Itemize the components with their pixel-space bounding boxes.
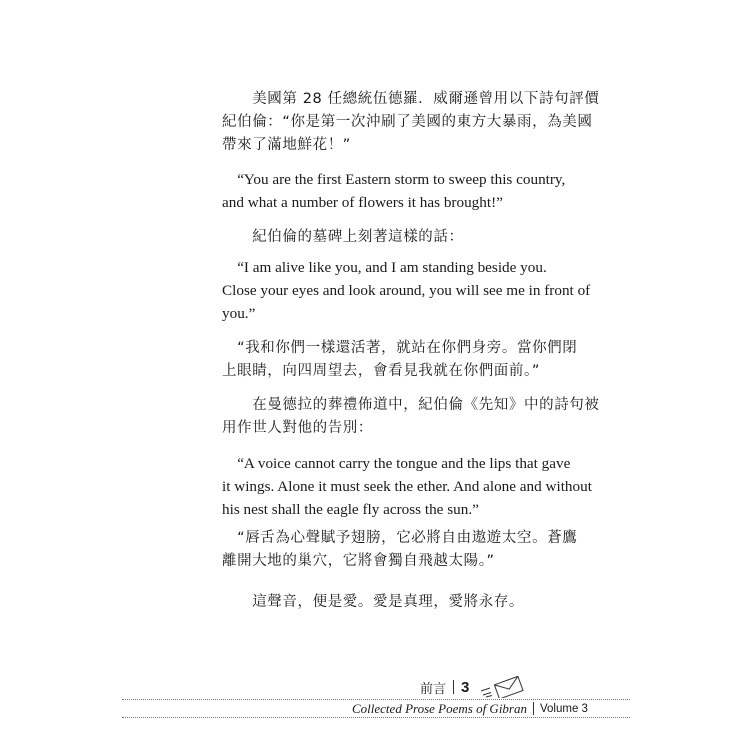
text-line: and what a number of flowers it has brought!”: [222, 194, 503, 211]
footer-divider: [533, 702, 534, 715]
text-line: 上眼睛，向四周望去，會看見我就在你們面前。”: [222, 363, 540, 379]
paragraph-epitaph-zh: [222, 337, 586, 383]
paragraph-wilson-quote-zh: [222, 88, 600, 157]
paragraph-closing: [222, 591, 586, 614]
text-line: 離開大地的巢穴，它將會獨自飛越太陽。”: [222, 553, 495, 569]
text-line: “唇舌為心聲賦予翅膀，它必將自由遨遊太空。蒼鷹: [222, 530, 578, 546]
text-line: “You are the first Eastern storm to sweep this country,: [222, 171, 566, 188]
text-line: “I am alive like you, and I am standing beside you.: [222, 259, 547, 276]
text-line: Close your eyes and look around, you will see me in front of: [222, 282, 591, 299]
running-footer-book: [352, 700, 588, 717]
book-title: Collected Prose Poems of Gibran: [352, 700, 527, 716]
text-line: his nest shall the eagle fly across the sun.”: [222, 501, 479, 518]
text-line: “我和你們一樣還活著，就站在你們身旁。當你們閉: [222, 340, 578, 356]
footer-divider: [453, 680, 454, 694]
running-footer-section: [420, 676, 525, 698]
paragraph-wilson-quote-en: [222, 168, 586, 214]
text-line: you.”: [222, 305, 256, 322]
footer-dotted-rule: [122, 717, 630, 718]
text-line: 紀伯倫：“你是第一次沖刷了美國的東方大暴雨，為美國: [222, 114, 593, 130]
section-label: 前言: [420, 681, 447, 697]
text-line: “A voice cannot carry the tongue and the lips that gave: [222, 455, 571, 472]
text-line: 帶來了滿地鮮花！”: [222, 137, 351, 153]
text-line: 用作世人對他的告別：: [222, 420, 373, 436]
paragraph-epitaph-intro: [222, 226, 586, 249]
page-number: 3: [461, 678, 470, 696]
text-line: it wings. Alone it must seek the ether. And alone and without: [222, 478, 592, 495]
envelope-icon: [479, 676, 525, 698]
paragraph-mandela-intro: [222, 394, 600, 440]
paragraph-prophet-quote-zh: [222, 527, 586, 573]
volume-label: Volume 3: [540, 702, 588, 715]
text-line: 紀伯倫的墓碑上刻著這樣的話：: [222, 229, 464, 245]
paragraph-epitaph-en: [222, 256, 591, 325]
text-line: 美國第 28 任總統伍德羅．威爾遜曾用以下詩句評價: [222, 91, 600, 107]
text-line: 這聲音，便是愛。愛是真理，愛將永存。: [222, 594, 524, 610]
text-line: 在曼德拉的葬禮佈道中，紀伯倫《先知》中的詩句被: [222, 397, 600, 413]
paragraph-prophet-quote-en: [222, 452, 592, 521]
